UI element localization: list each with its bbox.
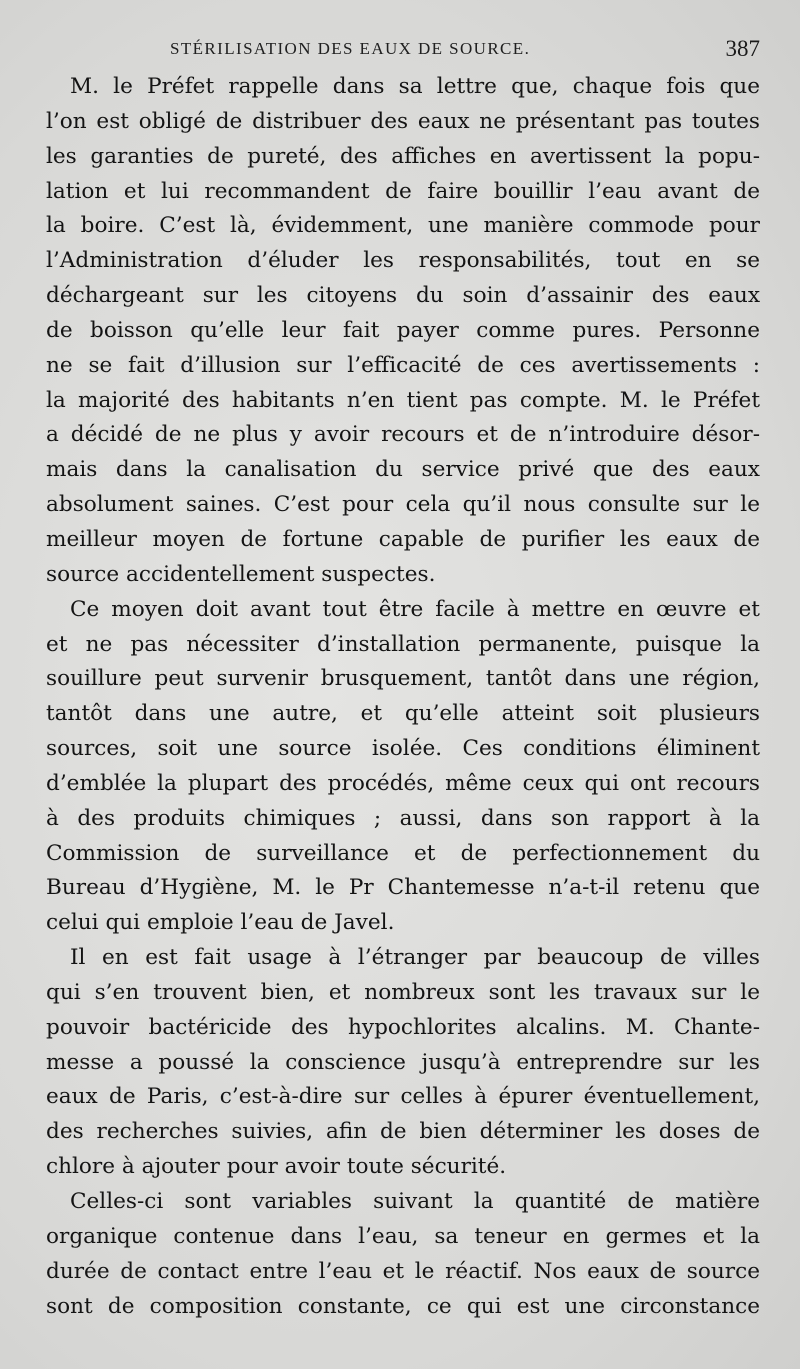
text-line: Il en est fait usage à l’étranger par beaucoup de villes [70, 945, 760, 971]
text-line: Bureau d’Hygiène, M. le Pr Chantemesse n’a-t-il retenu que [46, 875, 760, 901]
text-line: l’Administration d’éluder les responsabilités, tout en se [46, 248, 760, 274]
text-line: et ne pas nécessiter d’installation permanente, puisque la [46, 631, 760, 657]
text-line: tantôt dans une autre, et qu’elle atteint soit plusieurs [46, 701, 760, 727]
text-line: déchargeant sur les citoyens du soin d’assainir des eaux [46, 283, 760, 309]
text-line: Celles-ci sont variables suivant la quantité de matière [70, 1189, 760, 1214]
text-line: pouvoir bactéricide des hypochlorites alcalins. M. Chante- [46, 1014, 760, 1040]
page-number: 387 [725, 36, 760, 61]
text-line: la majorité des habitants n’en tient pas compte. M. le Préfet [46, 387, 760, 413]
text-line: les garanties de pureté, des affiches en avertissent la popu- [46, 143, 760, 169]
text-line: qui s’en trouvent bien, et nombreux sont les travaux sur le [46, 979, 760, 1005]
text-line: source accidentellement suspectes. [46, 561, 436, 587]
text-line: chlore à ajouter pour avoir toute sécurité. [46, 1154, 507, 1180]
text-line: messe a poussé la conscience jusqu’à entreprendre sur les [46, 1049, 760, 1075]
text-line: sont de composition constante, ce qui est une circonstance [46, 1293, 760, 1319]
text-line: sources, soit une source isolée. Ces conditions éliminent [46, 736, 760, 762]
text-line: M. le Préfet rappelle dans sa lettre que, chaque fois que [70, 74, 760, 99]
text-line: Commission de surveillance et de perfectionnement du [46, 840, 760, 866]
text-line: lation et lui recommandent de faire bouillir l’eau avant de [46, 178, 760, 204]
text-line: de boisson qu’elle leur fait payer comme pures. Personne [46, 317, 760, 343]
text-line: absolument saines. C’est pour cela qu’il nous consulte sur le [46, 492, 760, 518]
text-line: eaux de Paris, c’est-à-dire sur celles à épurer éventuellement, [46, 1084, 760, 1110]
body-text [46, 70, 760, 1324]
text-line: la boire. C’est là, évidemment, une manière commode pour [46, 213, 760, 239]
text-line: à des produits chimiques ; aussi, dans son rapport à la [46, 805, 760, 831]
text-line: Ce moyen doit avant tout être facile à mettre en œuvre et [70, 596, 760, 622]
text-line: celui qui emploie l’eau de Javel. [46, 910, 395, 936]
text-line: a décidé de ne plus y avoir recours et de n’introduire désor- [46, 422, 760, 448]
text-line: meilleur moyen de fortune capable de purifier les eaux de [46, 526, 760, 552]
text-line: mais dans la canalisation du service privé que des eaux [46, 457, 760, 483]
text-line: l’on est obligé de distribuer des eaux ne présentant pas toutes [46, 108, 760, 134]
running-title: STÉRILISATION DES EAUX DE SOURCE. [170, 39, 531, 58]
text-line: organique contenue dans l’eau, sa teneur en germes et la [46, 1223, 760, 1249]
text-line: ne se fait d’illusion sur l’efficacité de ces avertissements : [46, 352, 760, 378]
text-line: d’emblée la plupart des procédés, même ceux qui ont recours [46, 770, 760, 796]
text-line: souillure peut survenir brusquement, tantôt dans une région, [46, 666, 760, 692]
text-line: durée de contact entre l’eau et le réactif. Nos eaux de source [46, 1258, 760, 1284]
text-line: des recherches suivies, afin de bien déterminer les doses de [46, 1119, 760, 1145]
running-header [46, 36, 760, 66]
